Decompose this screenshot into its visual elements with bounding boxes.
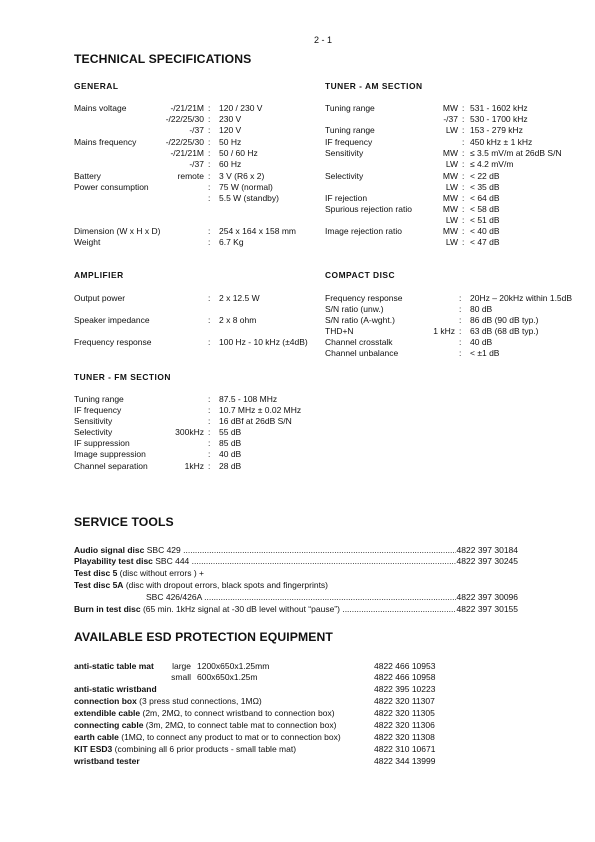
tuner-fm-value: 40 dB <box>219 449 242 459</box>
service-tool-description <box>74 580 518 591</box>
service-tool-description <box>74 556 518 567</box>
general-qualifier: -/22/25/30 <box>165 114 204 124</box>
tuner-fm-separator: : <box>208 449 211 459</box>
tuner-fm-separator: : <box>208 427 211 437</box>
general-label: Mains voltage <box>74 103 127 113</box>
esd-item-name: connecting cable <box>74 720 144 730</box>
tuner-fm-value: 85 dB <box>219 438 242 448</box>
tuner-am-value: ≤ 4.2 mV/m <box>470 159 514 169</box>
service-tool-detail: SBC 426/426A <box>146 592 202 602</box>
esd-item-detail: (combining all 6 prior products - small table mat) <box>112 744 297 754</box>
tuner-am-label: Selectivity <box>325 171 364 181</box>
tuner-am-separator: : <box>462 103 465 113</box>
tuner-fm-row <box>0 405 595 416</box>
general-label: Battery <box>74 171 101 181</box>
tuner-am-label: Spurious rejection ratio <box>325 204 412 214</box>
tuner-fm-label: Sensitivity <box>74 416 113 426</box>
esd-item-detail: (3m, 2MΩ, to connect table mat to connection box) <box>143 720 337 730</box>
tuner-fm-label: Tuning range <box>74 394 124 404</box>
esd-item-description <box>74 661 154 672</box>
amplifier-label: Output power <box>74 293 126 303</box>
esd-item-name: earth cable <box>74 732 119 742</box>
general-separator: : <box>208 125 211 135</box>
tuner-am-label: IF rejection <box>325 193 368 203</box>
tuner-am-separator: : <box>462 204 465 214</box>
esd-item-line <box>0 732 595 743</box>
compact-disc-label: THD+N <box>325 326 354 336</box>
compact-disc-label: S/N ratio (unw.) <box>325 304 384 314</box>
tuner-fm-separator: : <box>208 394 211 404</box>
tuner-am-separator: : <box>462 171 465 181</box>
general-value: 50 Hz <box>219 137 242 147</box>
amplifier-separator: : <box>208 315 211 325</box>
tuner-fm-label: Selectivity <box>74 427 113 437</box>
tuner-fm-row <box>0 416 595 427</box>
compact-disc-separator: : <box>459 304 462 314</box>
tuner-fm-value: 16 dBf at 26dB S/N <box>219 416 292 426</box>
service-tool-detail: (disc with dropout errors, black spots and fingerprints) <box>123 580 329 590</box>
general-value: 3 V (R6 x 2) <box>219 171 265 181</box>
tuner-fm-label: IF suppression <box>74 438 130 448</box>
compact-disc-separator: : <box>459 348 462 358</box>
compact-disc-row <box>0 304 595 315</box>
tuner-am-row <box>0 148 595 159</box>
tuner-am-value: 153 - 279 kHz <box>470 125 523 135</box>
service-tool-code: 4822 397 30155 <box>456 604 518 614</box>
service-tool-detail: (65 min. 1kHz signal at -30 dB level without “pause”) <box>140 604 340 614</box>
esd-item-code: 4822 320 11305 <box>374 708 435 718</box>
service-tool-line <box>74 568 518 579</box>
compact-disc-value: < ±1 dB <box>470 348 500 358</box>
tuner-am-separator: : <box>462 215 465 225</box>
general-value: 120 V <box>219 125 242 135</box>
esd-item-detail: (3 press stud connections, 1MΩ) <box>136 696 262 706</box>
service-tool-line <box>74 604 518 615</box>
tuner-fm-value: 55 dB <box>219 427 242 437</box>
general-separator: : <box>208 226 211 236</box>
tuner-am-qualifier: -/37 <box>443 114 458 124</box>
service-tool-description <box>74 568 518 579</box>
esd-item-description <box>74 720 336 731</box>
general-value: 230 V <box>219 114 242 124</box>
compact-disc-qualifier: 1 kHz <box>433 326 455 336</box>
tuner-fm-row <box>0 461 595 472</box>
general-value: 75 W (normal) <box>219 182 273 192</box>
tuner-fm-row <box>0 438 595 449</box>
tuner-am-label: Tuning range <box>325 103 375 113</box>
tuner-am-separator: : <box>462 193 465 203</box>
tuner-am-qualifier: MW <box>442 193 458 203</box>
tuner-am-row <box>0 137 595 148</box>
compact-disc-heading: COMPACT DISC <box>325 270 396 280</box>
service-tool-name: Burn in test disc <box>74 604 141 614</box>
compact-disc-row <box>0 337 595 348</box>
compact-disc-row <box>0 348 595 359</box>
tuner-fm-row <box>0 427 595 438</box>
service-tool-name: Audio signal disc <box>74 545 145 555</box>
tuner-am-value: ≤ 3.5 mV/m at 26dB S/N <box>470 148 562 158</box>
tuner-fm-separator: : <box>208 416 211 426</box>
service-tool-code: 4822 397 30245 <box>456 556 518 566</box>
esd-item-line <box>0 696 595 707</box>
tuner-am-label: Tuning range <box>325 125 375 135</box>
general-qualifier: -/22/25/30 <box>165 137 204 147</box>
tuner-am-qualifier: MW <box>442 171 458 181</box>
amplifier-separator: : <box>208 337 211 347</box>
service-tool-name: Test disc 5A <box>74 580 124 590</box>
esd-item-line <box>0 708 595 719</box>
service-tool-name: Test disc 5 <box>74 568 118 578</box>
general-qualifier: -/37 <box>189 125 204 135</box>
general-qualifier: -/21/21M <box>170 103 204 113</box>
general-separator: : <box>208 182 211 192</box>
esd-item-line <box>0 672 595 683</box>
esd-item-dimensions: 600x650x1.25m <box>197 672 258 682</box>
tuner-am-row <box>0 215 595 226</box>
general-qualifier: remote <box>177 171 204 181</box>
general-separator: : <box>208 159 211 169</box>
tuner-am-row <box>0 159 595 170</box>
service-tool-line <box>74 556 518 567</box>
tuner-fm-separator: : <box>208 438 211 448</box>
tuner-fm-separator: : <box>208 461 211 471</box>
general-value: 5.5 W (standby) <box>219 193 279 203</box>
esd-item-size: small <box>171 672 191 682</box>
tuner-am-value: < 47 dB <box>470 237 500 247</box>
tuner-fm-value: 28 dB <box>219 461 242 471</box>
compact-disc-value: 40 dB <box>470 337 493 347</box>
tuner-am-row <box>0 125 595 136</box>
tuner-am-separator: : <box>462 137 465 147</box>
general-separator: : <box>208 137 211 147</box>
general-qualifier: -/37 <box>189 159 204 169</box>
esd-item-code: 4822 320 11306 <box>374 720 435 730</box>
esd-item-code: 4822 320 11308 <box>374 732 435 742</box>
amplifier-heading: AMPLIFIER <box>74 270 124 280</box>
tuner-am-value: < 40 dB <box>470 226 500 236</box>
compact-disc-row <box>0 293 595 304</box>
esd-item-description <box>74 756 140 767</box>
tuner-am-separator: : <box>462 159 465 169</box>
amplifier-label: Frequency response <box>74 337 152 347</box>
esd-item-description <box>74 696 262 707</box>
tuner-am-separator: : <box>462 125 465 135</box>
general-value: 254 x 164 x 158 mm <box>219 226 297 236</box>
tuner-am-separator: : <box>462 182 465 192</box>
general-heading: GENERAL <box>74 81 119 91</box>
compact-disc-value: 20Hz – 20kHz within 1.5dB <box>470 293 573 303</box>
general-separator: : <box>208 171 211 181</box>
esd-heading: AVAILABLE ESD PROTECTION EQUIPMENT <box>74 630 333 644</box>
esd-item-name: connection box <box>74 696 137 706</box>
esd-item-description <box>74 744 296 755</box>
amplifier-label: Speaker impedance <box>74 315 150 325</box>
esd-item-code: 4822 320 11307 <box>374 696 435 706</box>
esd-item-detail: (1MΩ, to connect any product to mat or to connection box) <box>118 732 341 742</box>
general-separator: : <box>208 237 211 247</box>
tuner-am-row <box>0 114 595 125</box>
esd-item-line <box>0 744 595 755</box>
tuner-am-separator: : <box>462 226 465 236</box>
tuner-fm-heading: TUNER - FM SECTION <box>74 372 171 382</box>
tuner-am-heading: TUNER - AM SECTION <box>325 81 423 91</box>
tuner-fm-value: 10.7 MHz ± 0.02 MHz <box>219 405 302 415</box>
tuner-am-qualifier: LW <box>445 125 458 135</box>
page-number: 2 - 1 <box>314 35 333 45</box>
esd-item-code: 4822 466 10953 <box>374 661 436 671</box>
esd-item-detail: (2m, 2MΩ, to connect wristband to connection box) <box>140 708 335 718</box>
tuner-am-value: < 35 dB <box>470 182 500 192</box>
service-tool-detail: SBC 444 <box>152 556 190 566</box>
tuner-am-label: Sensitivity <box>325 148 364 158</box>
esd-item-description <box>74 732 341 743</box>
tuner-am-qualifier: LW <box>445 215 458 225</box>
tuner-fm-row <box>0 394 595 405</box>
tuner-am-qualifier: LW <box>445 237 458 247</box>
compact-disc-separator: : <box>459 293 462 303</box>
general-separator: : <box>208 103 211 113</box>
amplifier-value: 100 Hz - 10 kHz (±4dB) <box>219 337 308 347</box>
tuner-am-qualifier: MW <box>442 103 458 113</box>
esd-item-description <box>74 684 157 695</box>
general-value: 60 Hz <box>219 159 242 169</box>
esd-item-line <box>0 720 595 731</box>
service-tool-line <box>74 545 518 556</box>
tuner-fm-value: 87.5 - 108 MHz <box>219 394 278 404</box>
tuner-am-value: < 51 dB <box>470 215 500 225</box>
esd-item-name: wristband tester <box>74 756 140 766</box>
tuner-am-row <box>0 103 595 114</box>
service-tool-code: 4822 397 30184 <box>456 545 518 555</box>
general-label: Dimension (W x H x D) <box>74 226 161 236</box>
tuner-am-value: 531 - 1602 kHz <box>470 103 528 113</box>
general-value: 120 / 230 V <box>219 103 263 113</box>
compact-disc-value: 63 dB (68 dB typ.) <box>470 326 539 336</box>
general-separator: : <box>208 114 211 124</box>
tuner-am-qualifier: MW <box>442 204 458 214</box>
service-tool-line <box>74 580 518 591</box>
compact-disc-separator: : <box>459 326 462 336</box>
page-title: TECHNICAL SPECIFICATIONS <box>74 52 252 66</box>
compact-disc-value: 80 dB <box>470 304 493 314</box>
compact-disc-label: Channel crosstalk <box>325 337 393 347</box>
tuner-am-row <box>0 193 595 204</box>
esd-item-description <box>74 708 335 719</box>
esd-item-line <box>0 661 595 672</box>
service-tool-line <box>74 592 518 603</box>
tuner-am-qualifier: MW <box>442 148 458 158</box>
general-value: 50 / 60 Hz <box>219 148 258 158</box>
esd-item-code: 4822 310 10671 <box>374 744 436 754</box>
tuner-fm-label: Image suppression <box>74 449 146 459</box>
compact-disc-row <box>0 315 595 326</box>
tuner-fm-label: IF frequency <box>74 405 122 415</box>
service-tool-description <box>74 545 518 556</box>
general-value: 6.7 Kg <box>219 237 244 247</box>
tuner-am-row <box>0 237 595 248</box>
tuner-am-qualifier: MW <box>442 226 458 236</box>
tuner-am-value: < 64 dB <box>470 193 500 203</box>
service-tool-name: Playability test disc <box>74 556 153 566</box>
tuner-am-qualifier: LW <box>445 182 458 192</box>
general-label: Weight <box>74 237 101 247</box>
tuner-am-value: 530 - 1700 kHz <box>470 114 528 124</box>
tuner-am-separator: : <box>462 114 465 124</box>
compact-disc-label: Channel unbalance <box>325 348 399 358</box>
tuner-am-label: IF frequency <box>325 137 373 147</box>
esd-item-size: large <box>172 661 191 671</box>
tuner-am-row <box>0 204 595 215</box>
tuner-am-label: Image rejection ratio <box>325 226 403 236</box>
esd-item-code: 4822 466 10958 <box>374 672 436 682</box>
tuner-fm-label: Channel separation <box>74 461 148 471</box>
service-tool-detail: (disc without errors ) + <box>117 568 204 578</box>
general-label: Power consumption <box>74 182 149 192</box>
compact-disc-separator: : <box>459 315 462 325</box>
amplifier-value: 2 x 12.5 W <box>219 293 260 303</box>
tuner-am-separator: : <box>462 148 465 158</box>
esd-item-line <box>0 756 595 767</box>
compact-disc-label: Frequency response <box>325 293 403 303</box>
tuner-am-value: < 22 dB <box>470 171 500 181</box>
general-separator: : <box>208 148 211 158</box>
general-label: Mains frequency <box>74 137 137 147</box>
tuner-fm-qualifier: 300kHz <box>175 427 204 437</box>
esd-item-line <box>0 684 595 695</box>
esd-item-name: anti-static table mat <box>74 661 154 671</box>
compact-disc-row <box>0 326 595 337</box>
esd-item-code: 4822 395 10223 <box>374 684 436 694</box>
tuner-fm-separator: : <box>208 405 211 415</box>
tuner-fm-row <box>0 449 595 460</box>
tuner-am-row <box>0 226 595 237</box>
compact-disc-label: S/N ratio (A-wght.) <box>325 315 395 325</box>
tuner-am-separator: : <box>462 237 465 247</box>
esd-item-name: extendible cable <box>74 708 141 718</box>
tuner-fm-qualifier: 1kHz <box>184 461 204 471</box>
general-qualifier: -/21/21M <box>170 148 204 158</box>
general-separator: : <box>208 193 211 203</box>
amplifier-separator: : <box>208 293 211 303</box>
tuner-am-value: < 58 dB <box>470 204 500 214</box>
tuner-am-qualifier: LW <box>445 159 458 169</box>
service-tools-heading: SERVICE TOOLS <box>74 515 174 529</box>
service-tool-description <box>74 604 518 615</box>
service-tool-code: 4822 397 30096 <box>456 592 518 602</box>
esd-item-name: anti-static wristband <box>74 684 157 694</box>
esd-item-dimensions: 1200x650x1.25mm <box>197 661 270 671</box>
tuner-am-row <box>0 171 595 182</box>
service-tool-detail: SBC 429 <box>144 545 181 555</box>
amplifier-value: 2 x 8 ohm <box>219 315 257 325</box>
esd-item-name: KIT ESD3 <box>74 744 113 754</box>
compact-disc-separator: : <box>459 337 462 347</box>
compact-disc-value: 86 dB (90 dB typ.) <box>470 315 539 325</box>
tuner-am-value: 450 kHz ± 1 kHz <box>470 137 533 147</box>
tuner-am-row <box>0 182 595 193</box>
esd-item-code: 4822 344 13999 <box>374 756 436 766</box>
